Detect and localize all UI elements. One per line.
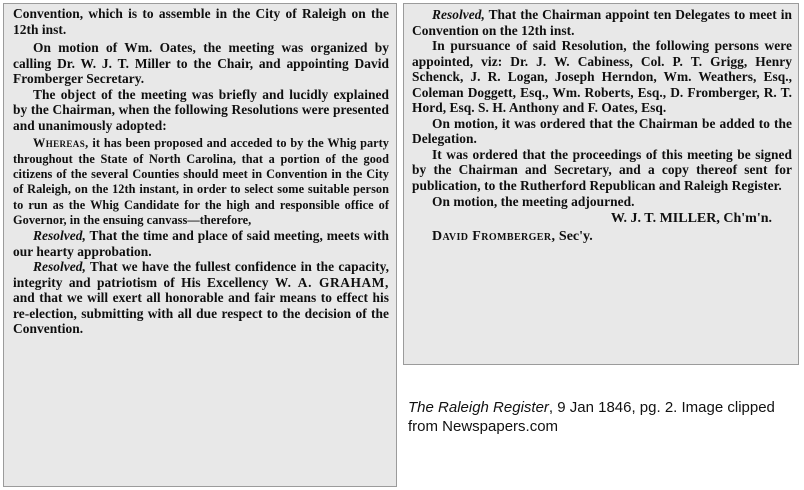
resolved-body-2a: That we have the fullest confidence in the capacity, integrity and patriotism of His Excellency <box>13 259 390 290</box>
whereas-lead: Whereas, <box>33 136 89 151</box>
source-title: The Raleigh Register <box>408 399 549 416</box>
paragraph-proceedings: It was ordered that the proceedings of this meeting be signed by the Chairman and Secretary, and a copy thereof sent for publication, to the Rutherford Republican and Raleigh Register. <box>412 146 792 194</box>
paragraph-motion-oates: On motion of Wm. Oates, the meeting was organized by calling Dr. W. J. T. Miller to the Chair, and appointing David Fromberger Secretary. <box>13 40 389 87</box>
paragraph-resolved-confidence <box>13 259 389 337</box>
whereas-body: it has been proposed and acceded to by the Whig party throughout the State of North Carolina, that a portion of the good citizens of the several Counties should meet in Convention in the City of Raleigh, on the 12th instant, in order to select some suitable person to run as the Whig Candidate for the high and responsible office of Governor, in the ensuing canvass—therefore, <box>13 136 390 227</box>
source-details: , 9 Jan 1846, pg. 2. Image clipped from Newspapers.com <box>408 399 775 435</box>
caption-panel <box>403 372 799 487</box>
secretary-title: Sec'y. <box>558 229 593 245</box>
resolved-lead-1: Resolved, <box>33 228 86 244</box>
newspaper-clipping-left <box>3 3 397 487</box>
paragraph-object-meeting: The object of the meeting was briefly and lucidly explained by the Chairman, when the following Resolutions were presented and unanimously adopted: <box>13 86 389 133</box>
source-caption <box>408 399 798 436</box>
paragraph-appointed-persons: In pursuance of said Resolution, the following persons were appointed, viz: Dr. J. W. Cabiness, Col. P. T. Grigg, Henry Schenck, J. R. Logan, Joseph Herndon, Wm. Weathers, Esq., Coleman Doggett, Esq., Wm. Roberts, Esq., D. Fromberger, R. T. Hord, Esq. S. H. Anthony and F. Oates, Esq. <box>412 38 792 116</box>
resolved-lead-3: Resolved, <box>432 7 485 22</box>
paragraph-adjourned: On motion, the meeting adjourned. <box>432 193 635 209</box>
paragraph-convention: Convention, which is to assemble in the City of Raleigh on the 12th inst. <box>13 6 389 37</box>
resolved-body-3: That the Chairman appoint ten Delegates to meet in Convention on the 12th inst. <box>412 7 792 38</box>
newspaper-clipping-right <box>403 3 799 365</box>
resolved-body-2b: and that we will exert all honorable and fair means to effect his re-election, submitting with all due respect to the decision of the Convention. <box>13 290 389 337</box>
resolved-lead-2: Resolved, <box>33 259 86 275</box>
secretary-name: David Fromberger, <box>432 229 556 245</box>
signature-secretary <box>432 229 792 245</box>
paragraph-resolved-time-place <box>13 228 389 259</box>
graham-name: W. A. GRAHAM, <box>274 274 389 290</box>
paragraph-whereas <box>13 136 389 228</box>
paragraph-resolved-delegates <box>412 7 792 38</box>
resolved-body-1: That the time and place of said meeting, meets with our hearty approbation. <box>13 228 389 259</box>
paragraph-chairman-added: On motion, it was ordered that the Chairman be added to the Delegation. <box>412 115 792 147</box>
signature-chairman: W. J. T. MILLER, Ch'm'n. <box>610 211 772 227</box>
column-divider <box>398 0 402 490</box>
